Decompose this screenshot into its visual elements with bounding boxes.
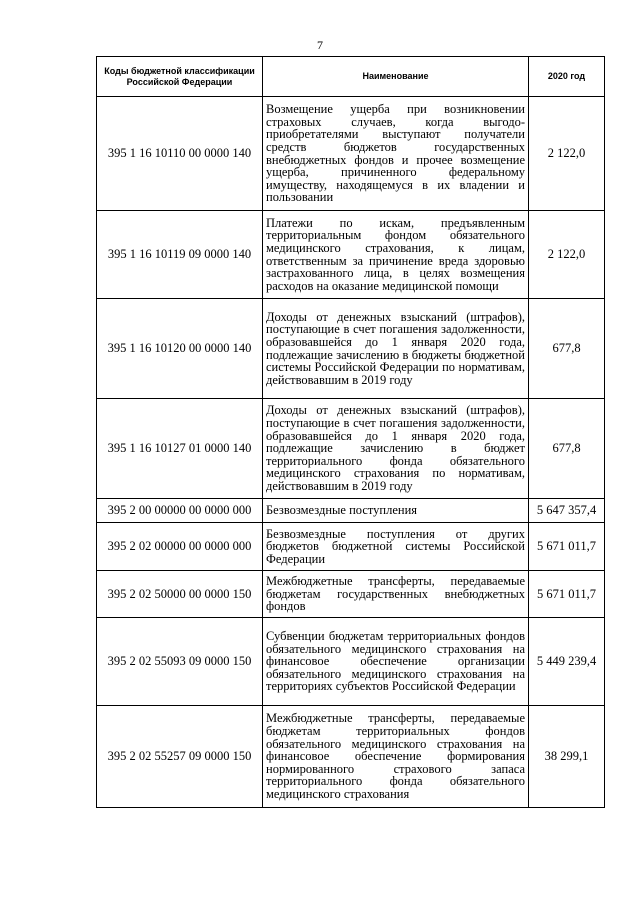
- table-row: [97, 618, 605, 706]
- budget-code-cell: 395 2 02 00000 00 0000 000: [97, 523, 263, 571]
- amount-cell: 677,8: [529, 399, 605, 499]
- budget-code-cell: 395 2 00 00000 00 0000 000: [97, 499, 263, 523]
- budget-code-cell: 395 1 16 10119 09 0000 140: [97, 211, 263, 299]
- item-name-cell: Безвозмездные поступления: [263, 499, 529, 523]
- table-row: [97, 499, 605, 523]
- table-row: [97, 523, 605, 571]
- budget-code-cell: 395 1 16 10110 00 0000 140: [97, 97, 263, 211]
- amount-cell: 677,8: [529, 299, 605, 399]
- item-name-cell: Доходы от денежных взысканий (штрафов), поступающие в счет погашения задолженности, образовавшейся до 1 января 2020 года, подлежащие зачислению в бюджет территориального фонда обязательного медицинского страхования по нормативам, действовавшим в 2019 году: [263, 399, 529, 499]
- table-header-row: [97, 57, 605, 97]
- amount-cell: 38 299,1: [529, 706, 605, 808]
- item-name-cell: Возмещение ущерба при возникновении страховых случаев, когда выгодо-приобретателями выступают получатели средств бюджетов государственных внебюджетных фондов и прочее возмещение ущерба, причиненного федеральному имуществу, находящемуся в их владении и пользовании: [263, 97, 529, 211]
- column-header-code: Коды бюджетной классификации Российской Федерации: [97, 57, 263, 97]
- column-header-year: 2020 год: [529, 57, 605, 97]
- item-name-cell: Субвенции бюджетам территориальных фондов обязательного медицинского страхования на финансовое обеспечение организации обязательного медицинского страхования на территориях субъектов Российской Федерации: [263, 618, 529, 706]
- item-name-cell: Доходы от денежных взысканий (штрафов), поступающие в счет погашения задолженности, образовавшейся до 1 января 2020 года, подлежащие зачислению в бюджеты бюджетной системы Российской Федерации по нормативам, действовавшим в 2019 году: [263, 299, 529, 399]
- table-row: [97, 706, 605, 808]
- amount-cell: 5 671 011,7: [529, 523, 605, 571]
- budget-code-cell: 395 2 02 55093 09 0000 150: [97, 618, 263, 706]
- amount-cell: 2 122,0: [529, 97, 605, 211]
- page-number: 7: [317, 38, 323, 52]
- amount-cell: 2 122,0: [529, 211, 605, 299]
- budget-code-cell: 395 1 16 10127 01 0000 140: [97, 399, 263, 499]
- budget-code-cell: 395 1 16 10120 00 0000 140: [97, 299, 263, 399]
- amount-cell: 5 449 239,4: [529, 618, 605, 706]
- item-name-cell: Межбюджетные трансферты, передаваемые бюджетам территориальных фондов обязательного медицинского страхования на финансовое обеспечение формирования нормированного страхового запаса территориального фонда обязательного медицинского страхования: [263, 706, 529, 808]
- item-name-cell: Безвозмездные поступления от других бюджетов бюджетной системы Российской Федерации: [263, 523, 529, 571]
- amount-cell: 5 671 011,7: [529, 571, 605, 618]
- table-row: [97, 211, 605, 299]
- table-row: [97, 97, 605, 211]
- budget-revenue-table: [96, 56, 605, 808]
- budget-code-cell: 395 2 02 55257 09 0000 150: [97, 706, 263, 808]
- table-row: [97, 571, 605, 618]
- item-name-cell: Платежи по искам, предъявленным территориальным фондом обязательного медицинского страхования, к лицам, ответственным за причинение вреда здоровью застрахованного лица, в целях возмещения расходов на оказание медицинской помощи: [263, 211, 529, 299]
- column-header-name: Наименование: [263, 57, 529, 97]
- table-row: [97, 299, 605, 399]
- table-row: [97, 399, 605, 499]
- item-name-cell: Межбюджетные трансферты, передаваемые бюджетам государственных внебюджетных фондов: [263, 571, 529, 618]
- budget-code-cell: 395 2 02 50000 00 0000 150: [97, 571, 263, 618]
- amount-cell: 5 647 357,4: [529, 499, 605, 523]
